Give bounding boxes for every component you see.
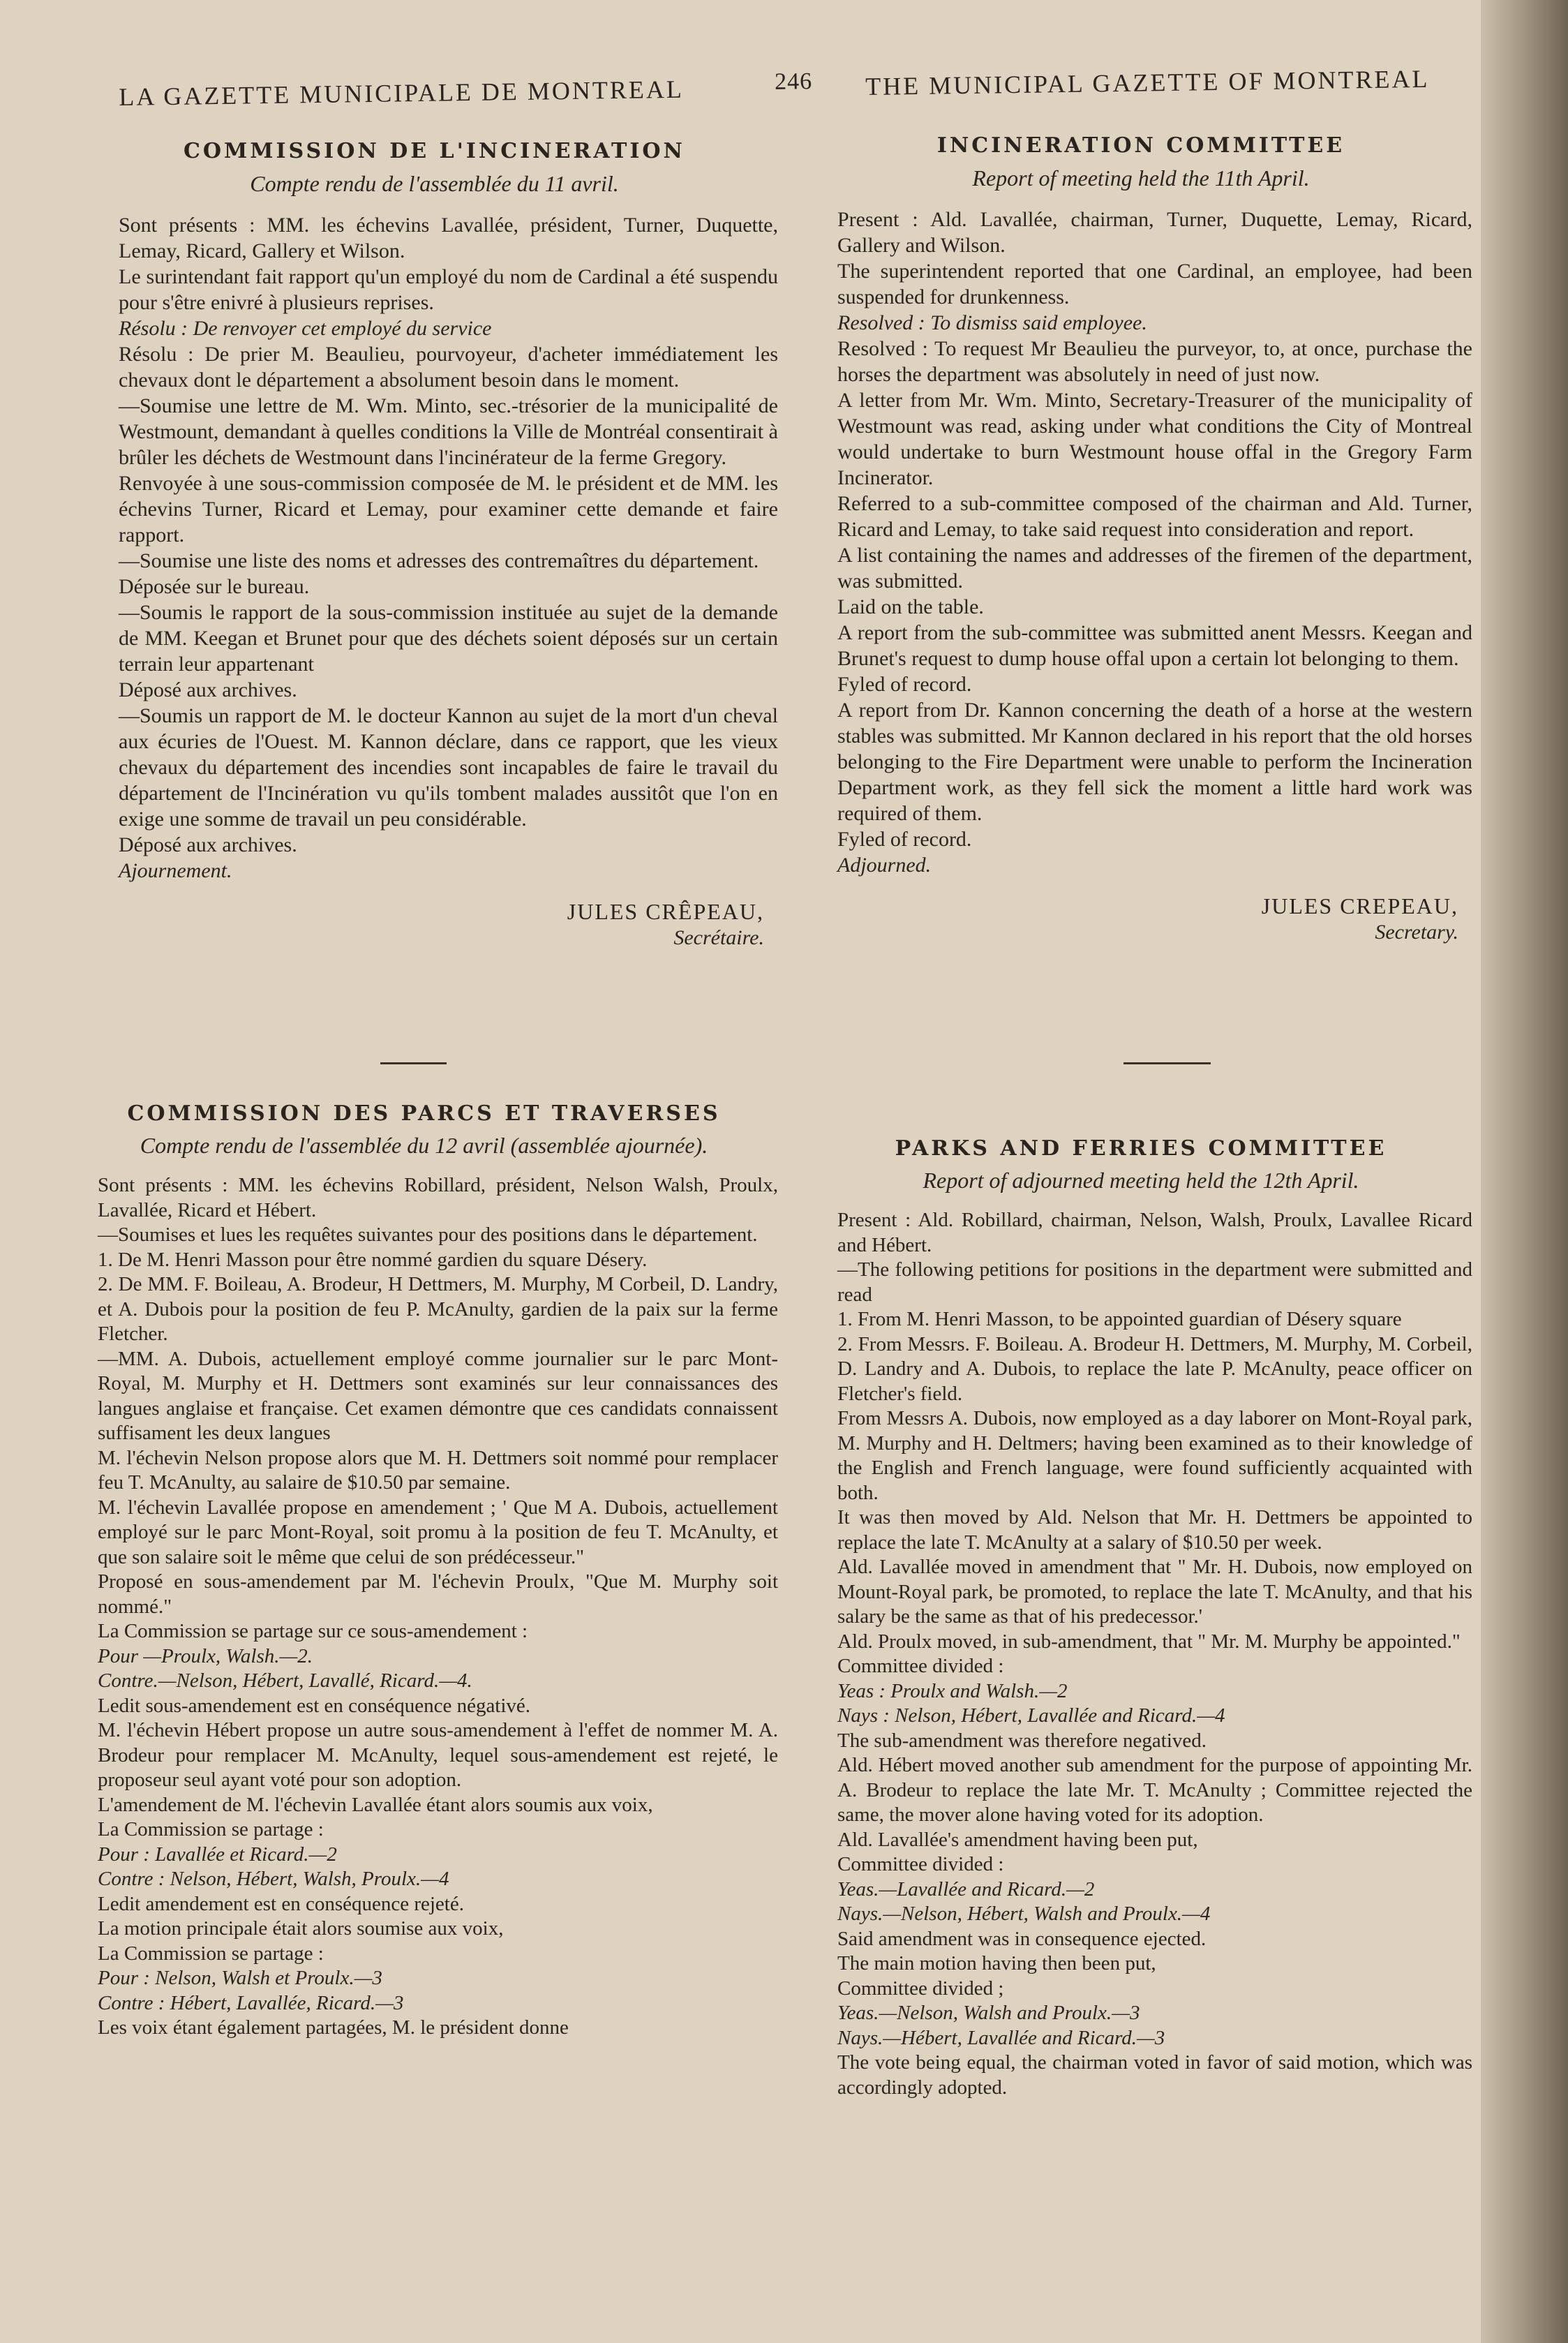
paragraph: Renvoyée à une sous-commission composée de M. le président et de MM. les échevins Turner, Ricard et Lemay, pour examiner cette demande et faire rapport. xyxy=(119,472,778,546)
section-divider-right xyxy=(1123,1062,1211,1064)
section-subtitle: Report of adjourned meeting held the 12th April. xyxy=(923,1167,1359,1193)
paragraph: Pour —Proulx, Walsh.—2. xyxy=(98,1644,313,1667)
header-english-title: THE MUNICIPAL GAZETTE OF MONTREAL xyxy=(865,64,1430,101)
section-title: COMMISSION DE L'INCINERATION xyxy=(184,139,685,163)
paragraph: Le surintendant fait rapport qu'un employé du nom de Cardinal a été suspendu pour s'être enivré à plusieurs reprises. xyxy=(119,265,778,314)
paragraph: Fyled of record. xyxy=(837,673,972,696)
paragraph: Resolved : To request Mr Beaulieu the purveyor, to, at once, purchase the horses the department was absolutely in need of just now. xyxy=(837,337,1472,386)
section-title: INCINERATION COMMITTEE xyxy=(936,133,1345,158)
paragraph: Ald. Proulx moved, in sub-amendment, that " Mr. M. Murphy be appointed." xyxy=(837,1630,1461,1653)
section-subtitle: Compte rendu de l'assemblée du 11 avril. xyxy=(250,171,619,196)
page-number: 246 xyxy=(774,68,813,95)
paragraph: The vote being equal, the chairman voted in favor of said motion, which was accordingly adopted. xyxy=(837,2051,1472,2099)
paragraph: Committee divided ; xyxy=(837,1977,1004,2000)
signature xyxy=(91,899,778,951)
page-header xyxy=(119,64,1459,124)
section-divider-left xyxy=(380,1062,447,1064)
paragraph: Present : Ald. Robillard, chairman, Nelson, Walsh, Proulx, Lavallee Ricard and Hébert. xyxy=(837,1209,1472,1256)
paragraph: M. l'échevin Lavallée propose en amendement ; ' Que M A. Dubois, actuellement employé sur le parc Mont-Royal, soit promu à la position de feu T. McAnulty, et que son salaire soit le même que celui de son prédécesseur." xyxy=(98,1496,778,1568)
paragraph: Pour : Lavallée et Ricard.—2 xyxy=(98,1843,337,1866)
paragraph: Ajournement. xyxy=(119,859,232,882)
paragraph: —The following petitions for positions in the department were submitted and read xyxy=(837,1258,1472,1306)
paragraph: 2. From Messrs. F. Boileau. A. Brodeur H. Dettmers, M. Murphy, M. Corbeil, D. Landry and A. Dubois, to replace the late P. McAnulty, peace officer on Fletcher's field. xyxy=(837,1332,1472,1405)
section-subtitle: Report of meeting held the 11th April. xyxy=(972,165,1310,191)
paragraph: La Commission se partage : xyxy=(98,1818,324,1840)
paragraph: Ald. Lavallée's amendment having been put, xyxy=(837,1828,1198,1851)
paragraph: Ledit amendement est en conséquence rejeté. xyxy=(98,1892,464,1915)
paragraph: La Commission se partage : xyxy=(98,1942,324,1965)
paragraph: Déposée sur le bureau. xyxy=(119,575,310,598)
paragraph: Ald. Hébert moved another sub amendment for the purpose of appointing Mr. A. Brodeur to replace the late Mr. T. McAnulty ; Committee rejected the same, the mover alone having voted for its adoption. xyxy=(837,1754,1472,1826)
paragraph: —Soumises et lues les requêtes suivantes pour des positions dans le département. xyxy=(98,1223,758,1246)
page-edge-shadow xyxy=(1481,0,1568,2343)
signature xyxy=(809,893,1472,945)
signature-title: Secretary. xyxy=(1375,921,1458,944)
paragraph: Fyled of record. xyxy=(837,828,972,851)
section-fr-parcs xyxy=(70,1101,778,2041)
paragraph: —Soumise une lettre de M. Wm. Minto, sec.-trésorier de la municipalité de Westmount, demandant à quelles conditions la Ville de Montréal consentirait à brûler les déchets de Westmount dans l'incinérateur de la ferme Gregory. xyxy=(119,394,778,469)
paragraph: Sont présents : MM. les échevins Robillard, président, Nelson Walsh, Proulx, Lavallée, Ricard et Hébert. xyxy=(98,1174,778,1221)
paragraph: Yeas.—Nelson, Walsh and Proulx.—3 xyxy=(837,2002,1140,2024)
paragraph: A list containing the names and addresses of the firemen of the department, was submitted. xyxy=(837,544,1472,593)
paragraph: Résolu : De renvoyer cet employé du service xyxy=(119,317,492,340)
paragraph: —Soumis un rapport de M. le docteur Kannon au sujet de la mort d'un cheval aux écuries de l'Ouest. M. Kannon déclare, dans ce rapport, que les vieux chevaux du département des incendies sont incapables de faire le travail du département de l'Incinération vu qu'ils tombent malades aussitôt que l'on en exige une somme de travail un peu considérable. xyxy=(119,704,778,831)
paragraph: L'amendement de M. l'échevin Lavallée étant alors soumis aux voix, xyxy=(98,1793,653,1816)
paragraph: The sub-amendment was therefore negatived. xyxy=(837,1729,1207,1752)
paragraph: 1. De M. Henri Masson pour être nommé gardien du square Désery. xyxy=(98,1248,648,1271)
paragraph: From Messrs A. Dubois, now employed as a day laborer on Mont-Royal park, M. Murphy and H. Deltmers; having been examined as to their knowledge of the English and French language, were found sufficiently acquainted with both. xyxy=(837,1407,1472,1504)
signature-name: JULES CREPEAU, xyxy=(1261,893,1458,918)
section-title: COMMISSION DES PARCS ET TRAVERSES xyxy=(127,1101,721,1126)
paragraph: Contre.—Nelson, Hébert, Lavallé, Ricard.—4. xyxy=(98,1669,472,1692)
paragraph: Déposé aux archives. xyxy=(119,678,297,701)
paragraph: Contre : Nelson, Hébert, Walsh, Proulx.—4 xyxy=(98,1868,449,1890)
paragraph: —Soumis le rapport de la sous-commission instituée au sujet de la demande de MM. Keegan et Brunet pour que des déchets soient déposés sur un certain terrain leur appartenant xyxy=(119,601,778,676)
section-title: PARKS AND FERRIES COMMITTEE xyxy=(895,1136,1387,1161)
section-subtitle: Compte rendu de l'assemblée du 12 avril (assemblée ajournée). xyxy=(140,1132,708,1158)
paragraph: A letter from Mr. Wm. Minto, Secretary-Treasurer of the municipality of Westmount was read, asking under what conditions the City of Montreal would undertake to burn Westmount house offal in the Gregory Farm Incinerator. xyxy=(837,389,1472,489)
header-french-title: LA GAZETTE MUNICIPALE DE MONTREAL xyxy=(119,75,685,111)
paragraph: —Soumise une liste des noms et adresses des contremaîtres du département. xyxy=(119,549,759,572)
paragraph: 1. From M. Henri Masson, to be appointed guardian of Désery square xyxy=(837,1308,1402,1330)
paragraph: Nays.—Hébert, Lavallée and Ricard.—3 xyxy=(837,2026,1165,2049)
paragraph: Committee divided : xyxy=(837,1655,1004,1677)
paragraph: Said amendment was in consequence ejected. xyxy=(837,1927,1207,1950)
paragraph: La Commission se partage sur ce sous-amendement : xyxy=(98,1620,528,1642)
paragraph: It was then moved by Ald. Nelson that Mr. H. Dettmers be appointed to replace the late T. McAnulty at a salary of $10.50 per week. xyxy=(837,1506,1472,1554)
paragraph: Ald. Lavallée moved in amendment that " Mr. H. Dubois, now employed on Mount-Royal park, be promoted, to replace the late T. McAnulty, and that his salary be the same as that of his predecessor.' xyxy=(837,1556,1472,1628)
paragraph: M. l'échevin Nelson propose alors que M. H. Dettmers soit nommé pour remplacer feu T. McAnulty, au salaire de $10.50 par semaine. xyxy=(98,1446,778,1494)
section-en-parks xyxy=(809,1136,1472,2100)
paragraph: Pour : Nelson, Walsh et Proulx.—3 xyxy=(98,1967,382,1989)
paragraph: The superintendent reported that one Cardinal, an employee, had been suspended for drunkenness. xyxy=(837,260,1472,308)
paragraph: Les voix étant également partagées, M. le président donne xyxy=(98,2016,569,2039)
paragraph: Yeas.—Lavallée and Ricard.—2 xyxy=(837,1877,1095,1901)
paragraph: Adjourned. xyxy=(837,854,932,877)
paragraph: Referred to a sub-committee composed of the chairman and Ald. Turner, Ricard and Lemay, to take said request into consideration and report. xyxy=(837,492,1472,541)
paragraph: La motion principale était alors soumise aux voix, xyxy=(98,1917,504,1940)
paragraph: Sont présents : MM. les échevins Lavallée, président, Turner, Duquette, Lemay, Ricard, Gallery et Wilson. xyxy=(119,214,778,262)
paragraph: M. l'échevin Hébert propose un autre sous-amendement à l'effet de nommer M. A. Brodeur pour remplacer M. McAnulty, lequel sous-amendement est rejeté, le proposeur seul ayant voté pour son adoption. xyxy=(98,1719,778,1791)
paragraph: Résolu : De prier M. Beaulieu, pourvoyeur, d'acheter immédiatement les chevaux dont le département a absolument besoin dans le moment. xyxy=(119,343,778,392)
paragraph: Yeas : Proulx and Walsh.—2 xyxy=(837,1679,1068,1702)
paragraph: Resolved : To dismiss said employee. xyxy=(837,311,1147,334)
paragraph: Nays.—Nelson, Hébert, Walsh and Proulx.—4 xyxy=(837,1903,1211,1925)
paragraph: The main motion having then been put, xyxy=(837,1952,1156,1974)
paragraph: A report from the sub-committee was submitted anent Messrs. Keegan and Brunet's request to dump house offal upon a certain lot belonging to them. xyxy=(837,621,1472,670)
section-en-incineration xyxy=(809,133,1472,945)
signature-title: Secrétaire. xyxy=(673,926,764,949)
paragraph: 2. De MM. F. Boileau, A. Brodeur, H Dettmers, M. Murphy, M Corbeil, D. Landry, et A. Dubois pour la position de feu P. McAnulty, gardien de la paix sur la ferme Fletcher. xyxy=(98,1273,778,1345)
section-fr-incineration xyxy=(91,138,778,951)
paragraph: Ledit sous-amendement est en conséquence négativé. xyxy=(98,1694,531,1717)
paragraph: Proposé en sous-amendement par M. l'échevin Proulx, "Que M. Murphy soit nommé." xyxy=(98,1570,778,1618)
signature-name: JULES CRÊPEAU, xyxy=(567,899,764,924)
paragraph: Contre : Hébert, Lavallée, Ricard.—3 xyxy=(98,1991,404,2014)
paragraph: Laid on the table. xyxy=(837,595,984,618)
paragraph: Nays : Nelson, Hébert, Lavallée and Ricard.—4 xyxy=(837,1704,1225,1727)
paragraph: Present : Ald. Lavallée, chairman, Turner, Duquette, Lemay, Ricard, Gallery and Wilson. xyxy=(837,208,1472,257)
paragraph: A report from Dr. Kannon concerning the death of a horse at the western stables was submitted. Mr Kannon declared in his report that the old horses belonging to the Fire Department were unable to perform the Incineration Department work, as they fell sick the moment a little hard work was required of them. xyxy=(837,699,1472,825)
paragraph: Committee divided : xyxy=(837,1853,1004,1875)
paragraph: Déposé aux archives. xyxy=(119,833,297,856)
paragraph: —MM. A. Dubois, actuellement employé comme journalier sur le parc Mont-Royal, M. Murphy et H. Dettmers sont examinés sur leur connaissances des langues anglaise et française. Cet examen démontre que ces candidats connaissent suffisament les deux langues xyxy=(98,1347,778,1444)
